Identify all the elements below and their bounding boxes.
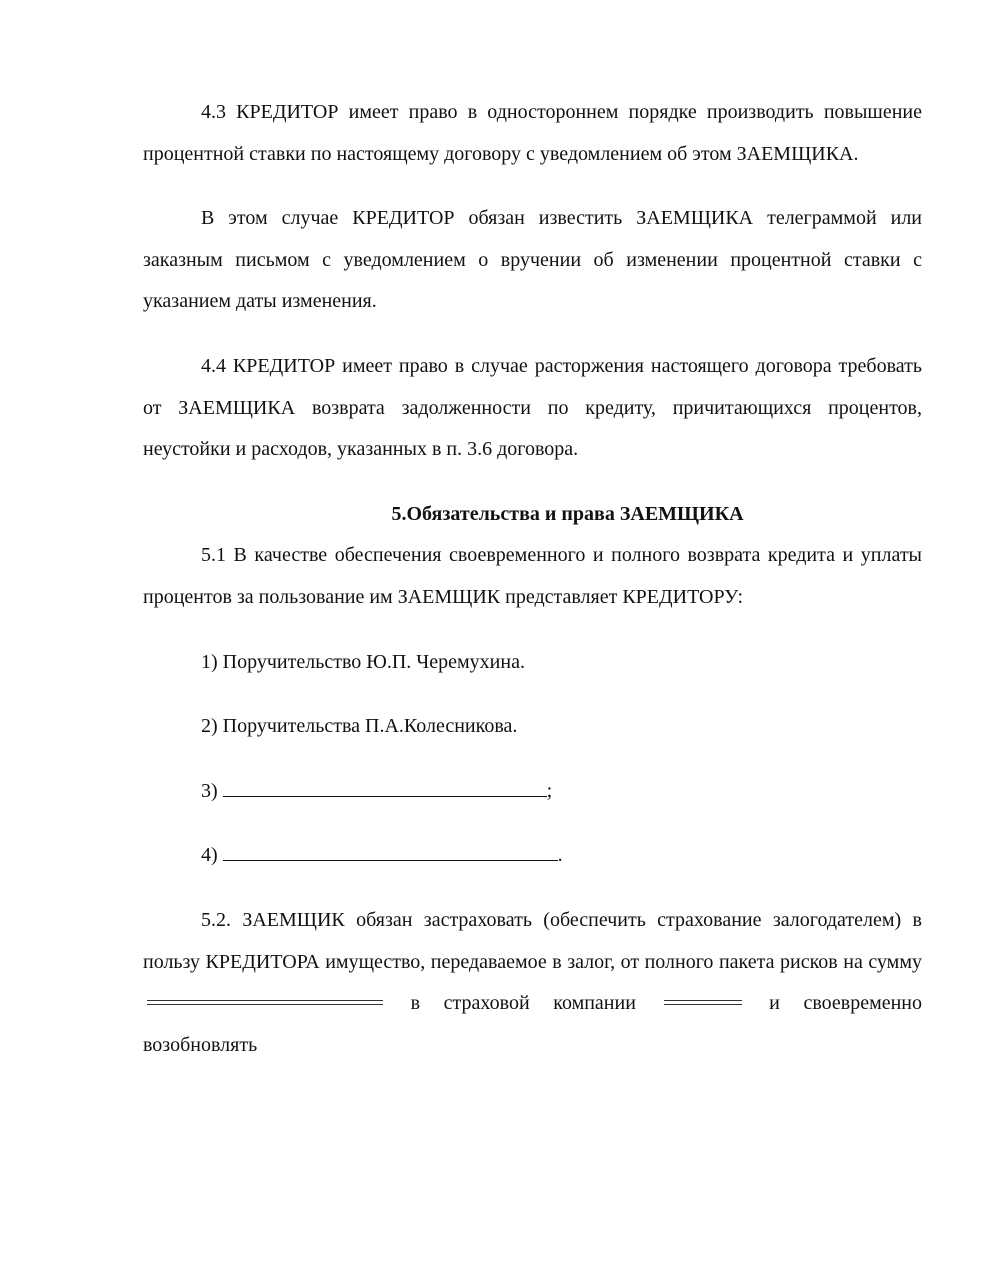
list-item (201, 706, 922, 748)
item-number: 3) (201, 779, 218, 802)
paragraph-4-3-notice: В этом случае КРЕДИТОР обязан известить ЗАЕМЩИКА телеграммой или заказным письмом с уведомлением о вручении об изменении процентной ставки с указанием даты изменения. (143, 207, 922, 313)
paragraph-4-4: 4.4 КРЕДИТОР имеет право в случае расторжения настоящего договора требовать от ЗАЕМЩИКА возврата задолженности по кредиту, причитающихся процентов, неустойки и расходов, указанных в п. 3.6 договора. (143, 354, 922, 461)
blank-fill-line (223, 838, 558, 861)
item-number: 4) (201, 844, 218, 867)
paragraph-5-2-part1: 5.2. ЗАЕМЩИК обязан застраховать (обеспечить страхование залогодателем) в пользу КРЕДИТОРА имущество, передаваемое в залог, от полного пакета рисков на сумму (143, 908, 922, 973)
item-end: . (557, 844, 563, 867)
document-page (143, 92, 922, 1089)
paragraph-5-2 (143, 900, 922, 1066)
insurance-company-blank (664, 1000, 742, 1005)
item-number: 1) (201, 650, 218, 673)
paragraph-5-2-part2: в страховой компании (410, 992, 636, 1015)
list-item (201, 642, 922, 684)
list-item (201, 835, 922, 877)
paragraph-5-1: 5.1 В качестве обеспечения своевременного и полного возврата кредита и уплаты процентов за пользование им ЗАЕМЩИК представляет КРЕДИТОРУ: (143, 544, 922, 608)
section-5-heading: 5.Обязательства и права ЗАЕМЩИКА (391, 502, 744, 525)
item-end: ; (546, 779, 553, 802)
paragraph-4-3: 4.3 КРЕДИТОР имеет право в одностороннем порядке производить повышение процентной ставки по настоящему договору с уведомлением об этом ЗАЕМЩИКА. (143, 101, 922, 165)
item-text: Поручительство Ю.П. Черемухина. (222, 650, 525, 673)
item-text: Поручительства П.А.Колесникова. (222, 715, 518, 738)
paragraph-5-2-part3: и своевременно возобновлять (143, 992, 923, 1056)
list-item (201, 771, 922, 813)
item-number: 2) (201, 715, 218, 738)
blank-fill-line (223, 774, 547, 797)
insurance-sum-blank (147, 1000, 383, 1005)
